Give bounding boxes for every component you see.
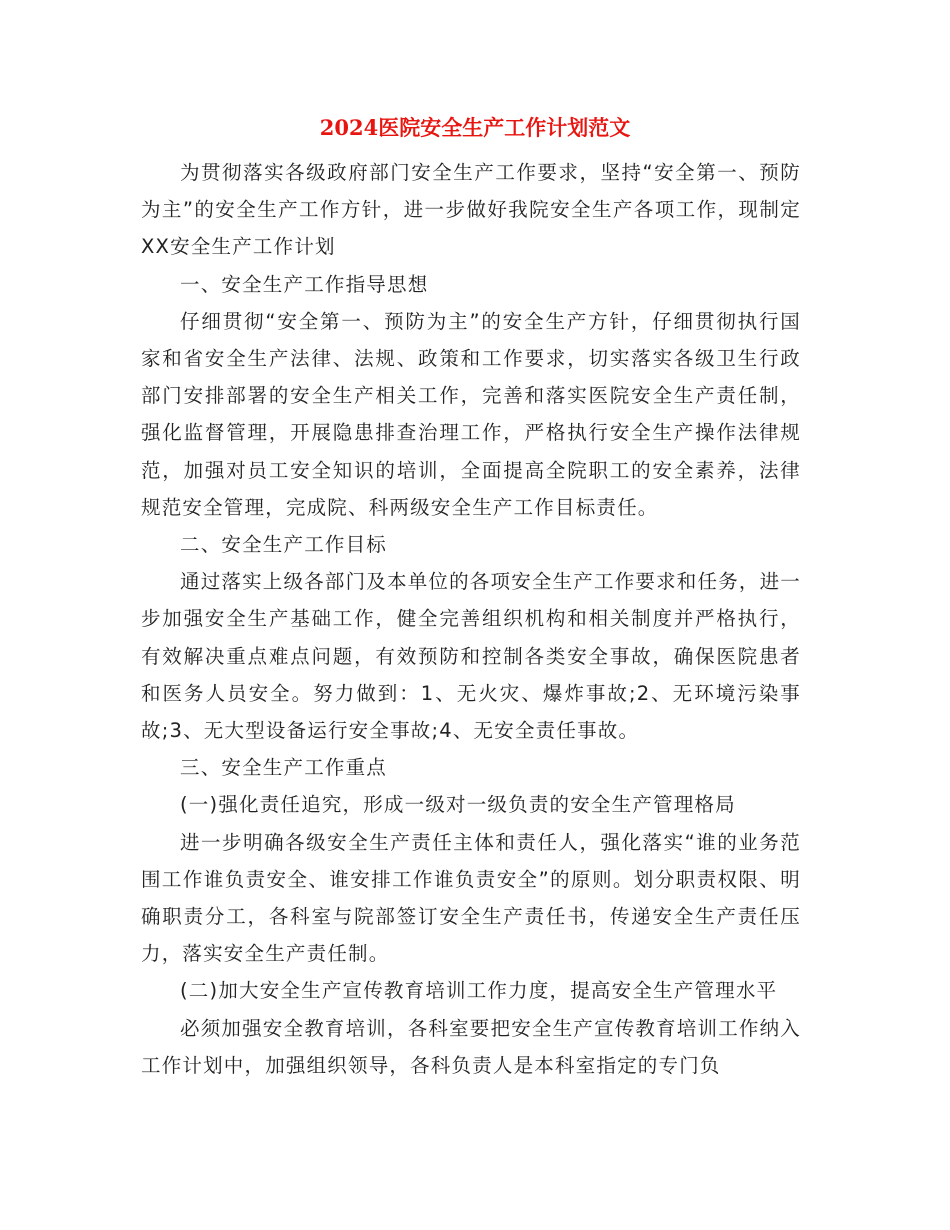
body-paragraph: 为贯彻落实各级政府部门安全生产工作要求，坚持“安全第一、预防为主”的安全生产工作方针，进一步做好我院安全生产各项工作，现制定XX安全生产工作计划 bbox=[141, 161, 801, 259]
section-heading: 一、安全生产工作指导思想 bbox=[180, 272, 429, 296]
document-title: 2024医院安全生产工作计划范文 bbox=[319, 115, 631, 140]
section-heading: 二、安全生产工作目标 bbox=[180, 533, 388, 557]
body-paragraph: 仔细贯彻“安全第一、预防为主”的安全生产方针，仔细贯彻执行国家和省安全生产法律、法规、政策和工作要求，切实落实各级卫生行政部门安排部署的安全生产相关工作，完善和落实医院安全生产责任制，强化监督管理，开展隐患排查治理工作，严格执行安全生产操作法律规范，加强对员工安全知识的培训，全面提高全院职工的安全素养，法律规范安全管理，完成院、科两级安全生产工作目标责任。 bbox=[141, 309, 801, 519]
body-paragraph: 进一步明确各级安全生产责任主体和责任人，强化落实“谁的业务范围工作谁负责安全、谁安排工作谁负责安全”的原则。划分职责权限、明确职责分工，各科室与院部签订安全生产责任书，传递安全生产责任压力，落实安全生产责任制。 bbox=[141, 830, 801, 966]
section-heading: 三、安全生产工作重点 bbox=[180, 756, 388, 780]
body-paragraph: 通过落实上级各部门及本单位的各项安全生产工作要求和任务，进一步加强安全生产基础工作，健全完善组织机构和相关制度并严格执行，有效解决重点难点问题，有效预防和控制各类安全事故，确保医院患者和医务人员安全。努力做到：1、无火灾、爆炸事故;2、无环境污染事故;3、无大型设备运行安全事故;4、无安全责任事故。 bbox=[141, 570, 802, 743]
body-paragraph: (二)加大安全生产宣传教育培训工作力度，提高安全生产管理水平 bbox=[180, 979, 778, 1003]
document-body bbox=[141, 154, 801, 1084]
body-paragraph: 必须加强安全教育培训，各科室要把安全生产宣传教育培训工作纳入工作计划中，加强组织领导，各科负责人是本科室指定的专门负 bbox=[141, 1016, 802, 1077]
section-heading: (一)强化责任追究，形成一级对一级负责的安全生产管理格局 bbox=[180, 793, 736, 817]
